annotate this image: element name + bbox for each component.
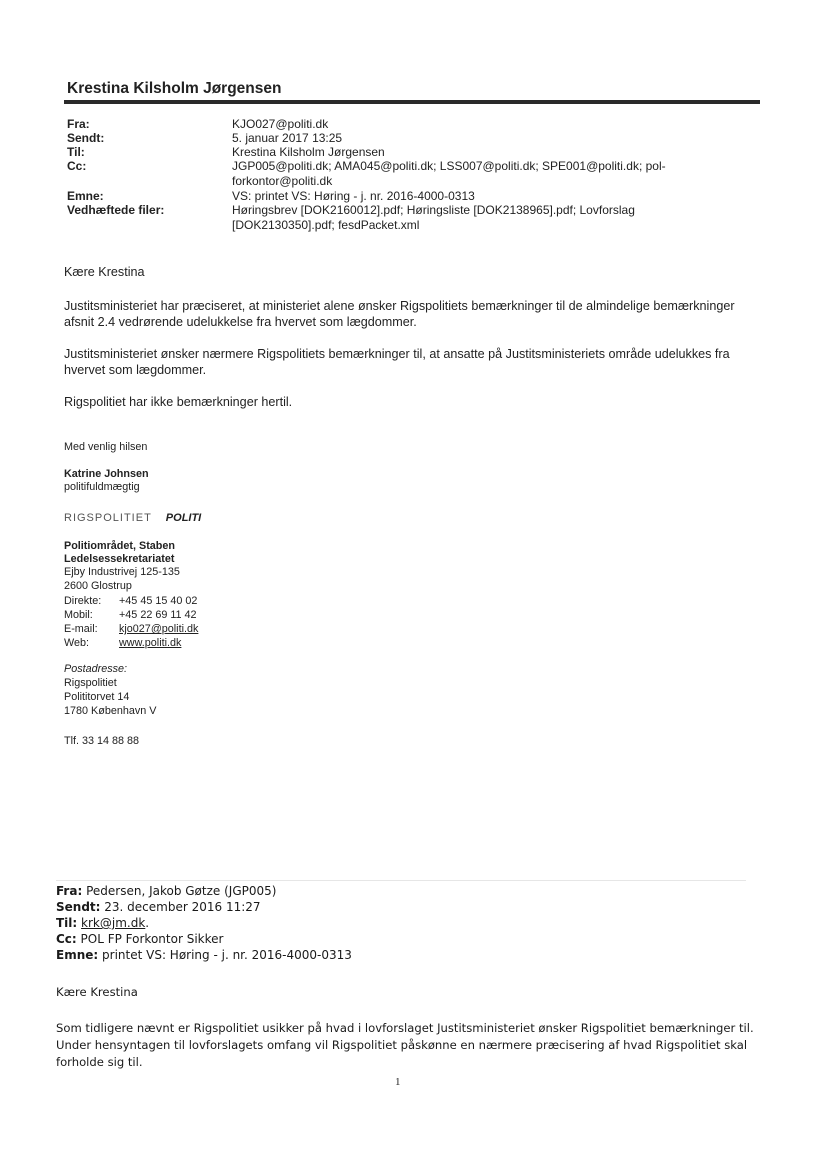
email2-subject-label: Emne: <box>56 948 99 962</box>
to-value: Krestina Kilsholm Jørgensen <box>232 145 385 159</box>
attachments-label: Vedhæftede filer: <box>67 203 165 217</box>
web-link[interactable]: www.politi.dk <box>119 637 182 649</box>
sent-label: Sendt: <box>67 131 105 145</box>
email2-sent-label: Sendt: <box>56 900 101 914</box>
email2-cc <box>56 932 223 948</box>
email-link[interactable]: kjo027@politi.dk <box>119 623 199 635</box>
postal-line-1: Rigspolitiet <box>64 677 117 689</box>
rigspolitiet-logo <box>64 512 201 524</box>
mobile-phone <box>64 609 197 621</box>
email2-paragraph: Som tidligere nævnt er Rigspolitiet usikker på hvad i lovforslaget Justitsministeriet ønsker Rigspolitiet bemærkninger til. Under hensyntagen til lovforslagets omfang vil Rigspolitiet påskønne en nærmere præcisering af hvad Rigspolitiet skal forholde sig til. <box>56 1021 754 1069</box>
email2-subject <box>56 948 352 964</box>
subject-label: Emne: <box>67 189 104 203</box>
title-divider <box>64 100 760 104</box>
department-line-1: Politiområdet, Staben <box>64 540 175 552</box>
to-label: Til: <box>67 145 85 159</box>
address-line-2: 2600 Glostrup <box>64 580 132 592</box>
email2-sent-value: 23. december 2016 11:27 <box>104 900 261 914</box>
web-label: Web: <box>64 637 90 649</box>
direct-label: Direkte: <box>64 595 102 607</box>
email2-from-value: Pedersen, Jakob Gøtze (JGP005) <box>86 884 277 898</box>
department-line-2: Ledelsessekretariatet <box>64 553 175 565</box>
logo-text: RIGSPOLITIET <box>64 512 152 524</box>
mobile-label: Mobil: <box>64 609 93 621</box>
main-phone: Tlf. 33 14 88 88 <box>64 735 140 747</box>
cc-label: Cc: <box>67 159 87 173</box>
email-contact <box>64 623 198 635</box>
postal-line-3: 1780 København V <box>64 705 157 717</box>
email2-to-link[interactable]: krk@jm.dk <box>81 916 146 930</box>
email2-to-label: Til: <box>56 916 78 930</box>
email2-from <box>56 884 276 900</box>
email2-greeting: Kære Krestina <box>56 985 138 999</box>
politi-mark: POLITI <box>165 512 202 524</box>
body-paragraph-3: Rigspolitiet har ikke bemærkninger hertil. <box>64 395 293 409</box>
email2-cc-label: Cc: <box>56 932 77 946</box>
signer-title: politifuldmægtig <box>64 481 140 493</box>
closing: Med venlig hilsen <box>64 441 148 453</box>
postal-line-2: Polititorvet 14 <box>64 691 130 703</box>
email2-cc-value: POL FP Forkontor Sikker <box>80 932 224 946</box>
email-divider <box>56 880 746 881</box>
cc-value: JGP005@politi.dk; AMA045@politi.dk; LSS007@politi.dk; SPE001@politi.dk; pol-forkontor@politi.dk <box>232 159 666 188</box>
email2-from-label: Fra: <box>56 884 83 898</box>
from-label: Fra: <box>67 117 90 131</box>
email-label: E-mail: <box>64 623 98 635</box>
email2-to: Til: krk@jm.dk. <box>56 916 150 930</box>
address-line-1: Ejby Industrivej 125-135 <box>64 566 180 578</box>
signer-name: Katrine Johnsen <box>64 468 149 480</box>
direct-value: +45 45 15 40 02 <box>119 595 198 607</box>
web-contact <box>64 637 181 649</box>
email2-sent <box>56 900 261 916</box>
email2-subject-value: printet VS: Høring - j. nr. 2016-4000-0313 <box>102 948 352 962</box>
from-value: KJO027@politi.dk <box>232 117 329 131</box>
sent-value: 5. januar 2017 13:25 <box>232 131 343 145</box>
sender-name: Krestina Kilsholm Jørgensen <box>67 80 282 97</box>
body-paragraph-2: Justitsministeriet ønsker nærmere Rigspolitiets bemærkninger til, at ansatte på Justitsministeriets område udelukkes fra hvervet som lægdommer. <box>64 347 730 377</box>
mobile-value: +45 22 69 11 42 <box>119 609 197 621</box>
direct-phone <box>64 595 197 607</box>
attachments-value: Høringsbrev [DOK2160012].pdf; Høringsliste [DOK2138965].pdf; Lovforslag [DOK2130350].pdf; fesdPacket.xml <box>232 203 635 232</box>
postal-label: Postadresse: <box>64 663 128 675</box>
page-number: 1 <box>395 1076 401 1088</box>
body-paragraph-1: Justitsministeriet har præciseret, at ministeriet alene ønsker Rigspolitiets bemærkninger til de almindelige bemærkninger afsnit 2.4 vedrørende udelukkelse fra hvervet som lægdommer. <box>64 299 735 329</box>
greeting: Kære Krestina <box>64 265 145 279</box>
subject-value: VS: printet VS: Høring - j. nr. 2016-4000-0313 <box>232 189 475 203</box>
